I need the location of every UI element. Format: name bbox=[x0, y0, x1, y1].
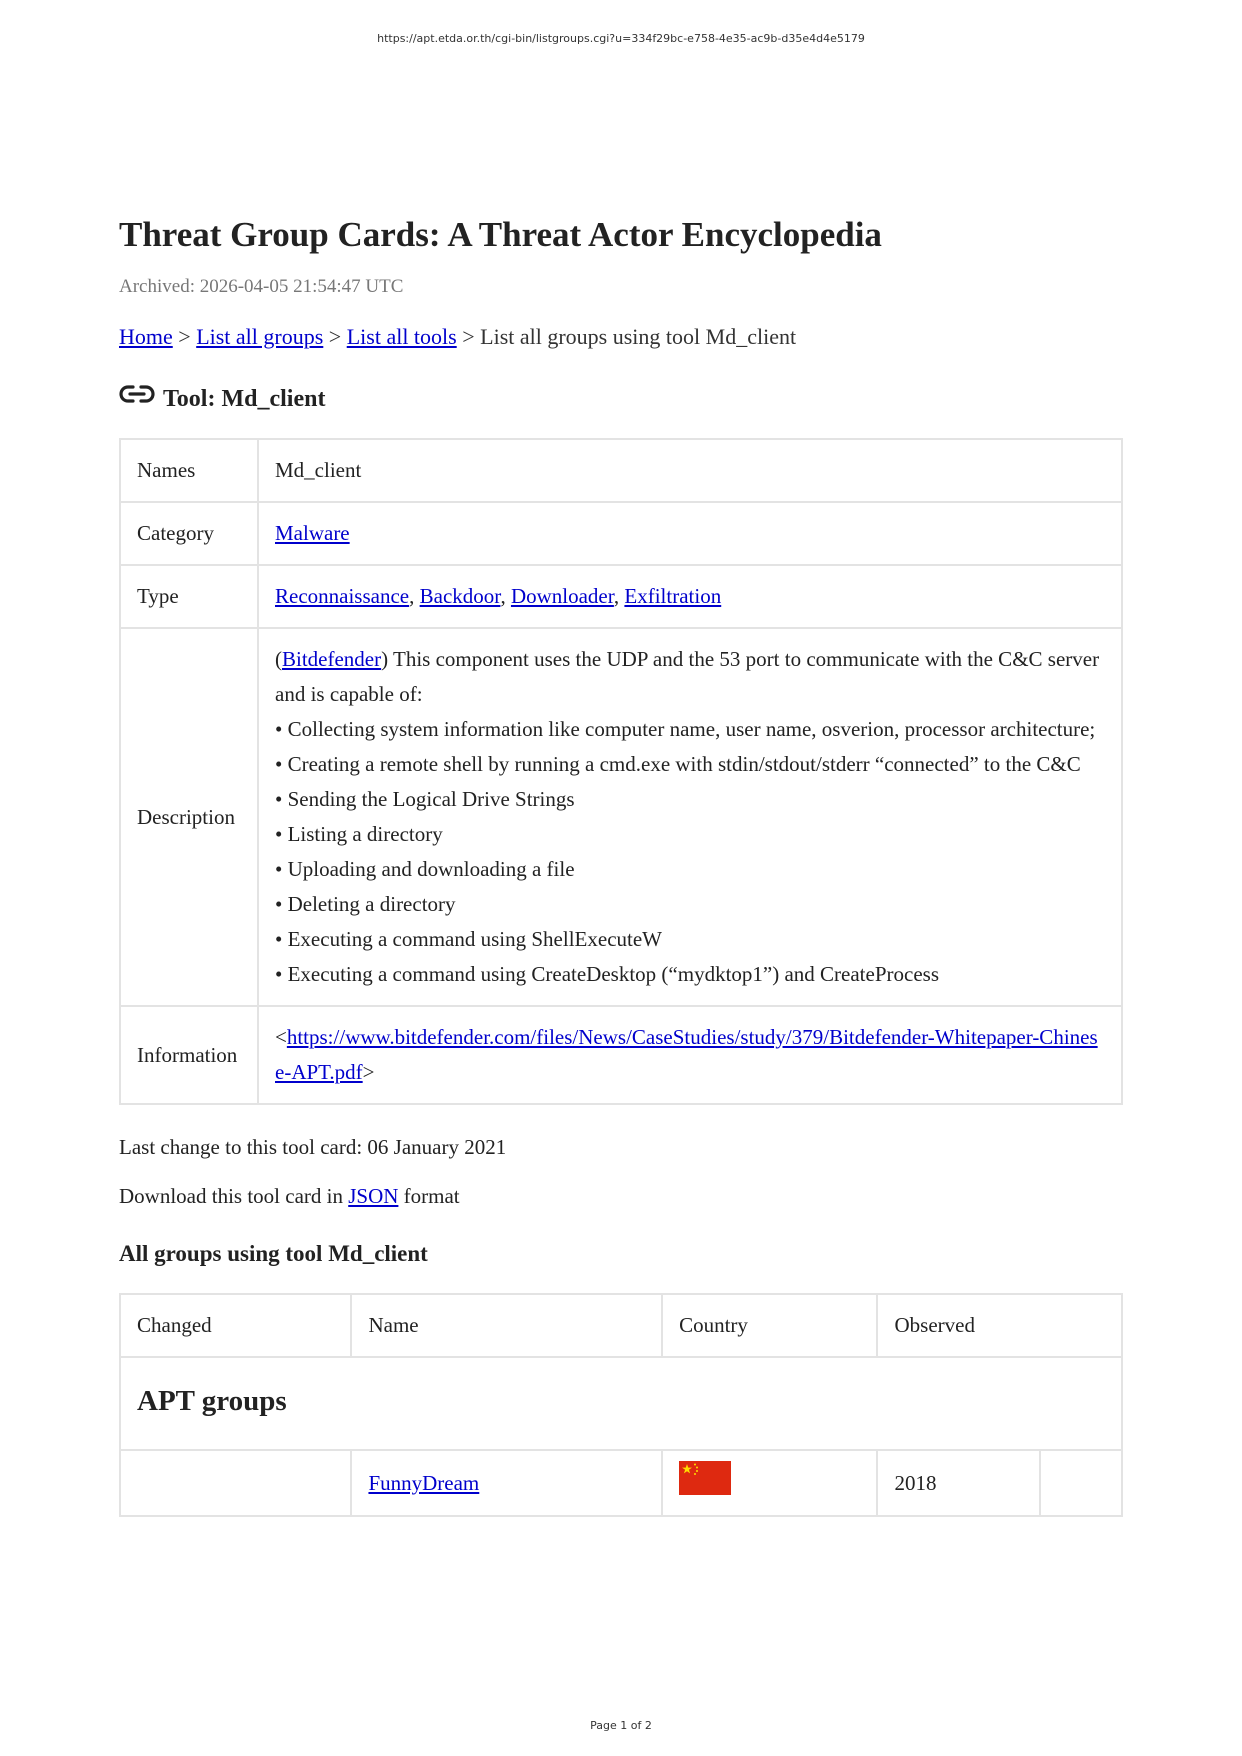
information-value bbox=[258, 1006, 1122, 1104]
description-value bbox=[258, 628, 1122, 1006]
section-row bbox=[120, 1357, 1122, 1450]
table-row bbox=[120, 502, 1122, 565]
type-link-reconnaissance[interactable]: Reconnaissance bbox=[275, 584, 410, 608]
download-suffix: format bbox=[403, 1184, 460, 1208]
type-separator: , bbox=[613, 584, 620, 608]
group-country-cell bbox=[662, 1450, 877, 1516]
last-change: Last change to this tool card: 06 January 2021 bbox=[119, 1135, 507, 1159]
names-value: Md_client bbox=[258, 439, 1122, 502]
information-url-link[interactable]: https://www.bitdefender.com/files/News/CaseStudies/study/379/Bitdefender-Whitepaper-Chinese-APT.pdf bbox=[275, 1025, 1098, 1084]
description-bullet: • Listing a directory bbox=[275, 822, 443, 846]
print-footer-page: Page 1 of 2 bbox=[590, 1719, 652, 1732]
groups-heading: All groups using tool Md_client bbox=[119, 1241, 428, 1266]
description-bullet: • Executing a command using ShellExecuteW bbox=[275, 927, 662, 951]
description-intro bbox=[275, 642, 1105, 712]
type-separator: , bbox=[500, 584, 506, 608]
group-observed-cell: 2018 bbox=[877, 1450, 1039, 1516]
column-header-country: Country bbox=[662, 1294, 877, 1357]
breadcrumb-groups-link[interactable]: List all groups bbox=[196, 324, 324, 349]
description-bullet: • Creating a remote shell by running a cmd.exe with stdin/stdout/stderr “connected” to the C&C bbox=[275, 752, 1081, 776]
tool-heading bbox=[119, 386, 1123, 413]
category-link[interactable]: Malware bbox=[275, 521, 350, 545]
page-title: Threat Group Cards: A Threat Actor Encyclopedia bbox=[119, 215, 882, 254]
groups-table bbox=[119, 1293, 1123, 1517]
category-value bbox=[258, 502, 1122, 565]
table-row bbox=[120, 439, 1122, 502]
group-extra-cell bbox=[1040, 1450, 1122, 1516]
breadcrumb-home-link[interactable]: Home bbox=[119, 324, 173, 349]
category-label: Category bbox=[120, 502, 258, 565]
download-prefix: Download this tool card in bbox=[119, 1184, 343, 1208]
table-header-row bbox=[120, 1294, 1122, 1357]
download-line bbox=[119, 1184, 1123, 1209]
breadcrumb-separator: > bbox=[462, 324, 475, 349]
breadcrumb-current: List all groups using tool Md_client bbox=[480, 324, 797, 349]
source-bitdefender-link[interactable]: Bitdefender bbox=[282, 647, 382, 671]
group-name-cell bbox=[351, 1450, 662, 1516]
table-row bbox=[120, 1006, 1122, 1104]
type-label: Type bbox=[120, 565, 258, 628]
link-icon bbox=[119, 383, 155, 405]
description-bullet: • Sending the Logical Drive Strings bbox=[275, 787, 575, 811]
description-bullet: • Executing a command using CreateDesktop (“mydktop1”) and CreateProcess bbox=[275, 962, 939, 986]
group-funnydream-link[interactable]: FunnyDream bbox=[368, 1470, 480, 1495]
breadcrumb-tools-link[interactable]: List all tools bbox=[346, 324, 457, 349]
apt-groups-section-title: APT groups bbox=[120, 1357, 1122, 1450]
print-header-url: https://apt.etda.or.th/cgi-bin/listgroups.cgi?u=334f29bc-e758-4e35-ac9b-d35e4d4e5179 bbox=[377, 32, 865, 45]
table-row bbox=[120, 628, 1122, 1006]
angle-open: < bbox=[275, 1025, 287, 1049]
breadcrumb-separator: > bbox=[328, 324, 342, 349]
json-download-link[interactable]: JSON bbox=[348, 1184, 399, 1208]
angle-close: > bbox=[362, 1060, 375, 1084]
type-link-exfiltration[interactable]: Exfiltration bbox=[624, 584, 722, 608]
tool-card-table bbox=[119, 438, 1123, 1105]
description-label: Description bbox=[120, 628, 258, 1006]
table-row bbox=[120, 1450, 1122, 1516]
description-bullet: • Deleting a directory bbox=[275, 892, 456, 916]
open-paren: ( bbox=[275, 647, 282, 671]
main-content bbox=[119, 212, 1123, 1517]
archived-timestamp: Archived: 2026-04-05 21:54:47 UTC bbox=[119, 276, 404, 297]
type-separator: , bbox=[409, 584, 415, 608]
description-bullet: • Uploading and downloading a file bbox=[275, 857, 575, 881]
type-value bbox=[258, 565, 1122, 628]
type-link-backdoor[interactable]: Backdoor bbox=[419, 584, 501, 608]
column-header-observed: Observed bbox=[877, 1294, 1122, 1357]
information-label: Information bbox=[120, 1006, 258, 1104]
names-label: Names bbox=[120, 439, 258, 502]
table-row bbox=[120, 565, 1122, 628]
group-changed-cell bbox=[120, 1450, 351, 1516]
column-header-name: Name bbox=[351, 1294, 662, 1357]
type-link-downloader[interactable]: Downloader bbox=[510, 584, 614, 608]
china-flag-icon bbox=[679, 1461, 731, 1495]
column-header-changed: Changed bbox=[120, 1294, 351, 1357]
breadcrumb bbox=[119, 324, 1123, 350]
description-bullet: • Collecting system information like computer name, user name, osverion, processor architecture; bbox=[275, 717, 1096, 741]
breadcrumb-separator: > bbox=[178, 324, 191, 349]
description-intro-text: ) This component uses the UDP and the 53 port to communicate with the C&C server and is capable of: bbox=[275, 647, 1100, 706]
tool-heading-text: Tool: Md_client bbox=[163, 386, 326, 412]
